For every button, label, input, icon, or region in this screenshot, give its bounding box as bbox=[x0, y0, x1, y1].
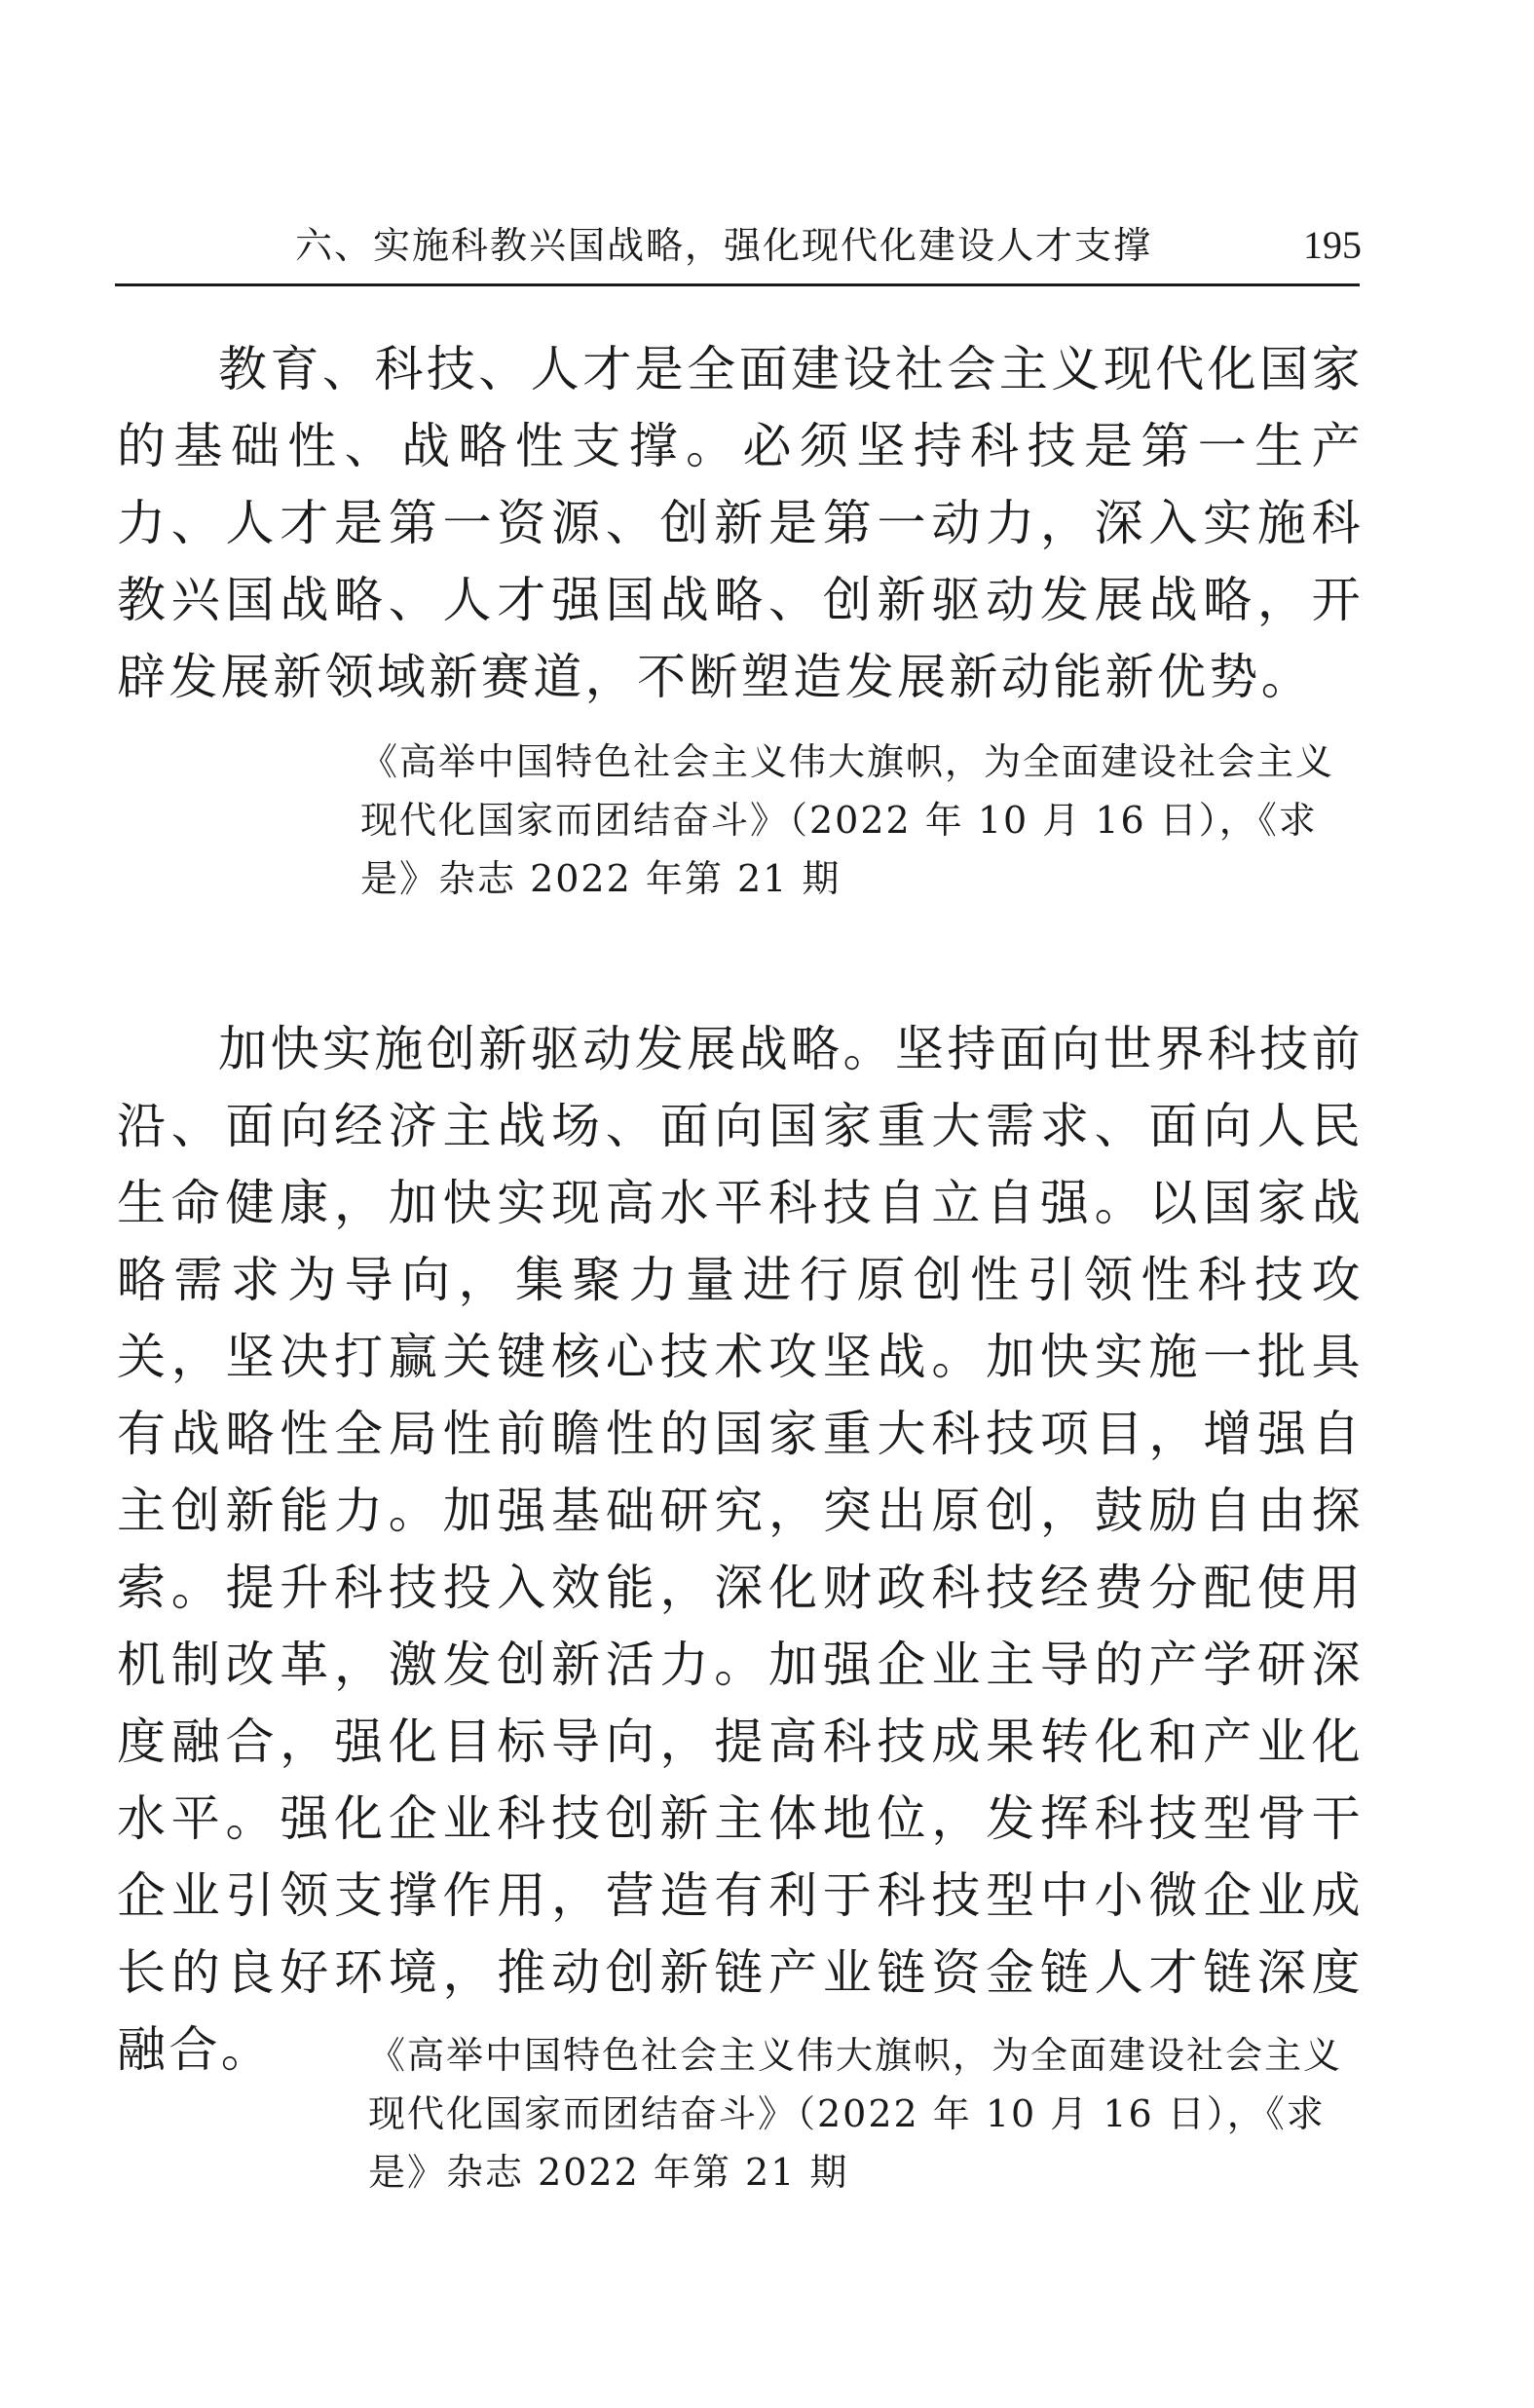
header-rule bbox=[115, 283, 1360, 286]
quote-paragraph-2: 加快实施创新驱动发展战略。坚持面向世界科技前沿、面向经济主战场、面向国家重大需求、面向人民生命健康，加快实现高水平科技自立自强。以国家战略需求为导向，集聚力量进行原创性引领性科技攻关，坚决打赢关键核心技术攻坚战。加快实施一批具有战略性全局性前瞻性的国家重大科技项目，增强自主创新能力。加强基础研究，突出原创，鼓励自由探索。提升科技投入效能，深化财政科技经费分配使用机制改革，激发创新活力。加强企业主导的产学研深度融合，强化目标导向，提高科技成果转化和产业化水平。强化企业科技创新主体地位，发挥科技型骨干企业引领支撑作用，营造有利于科技型中小微企业成长的良好环境，推动创新链产业链资金链人才链深度融合。 bbox=[117, 1021, 1364, 2078]
quote-source-1: 《高举中国特色社会主义伟大旗帜，为全面建设社会主义现代化国家而团结奋斗》（2022 年 10 月 16 日），《求是》杂志 2022 年第 21 期 bbox=[360, 740, 1335, 900]
quote-source-2: 《高举中国特色社会主义伟大旗帜，为全面建设社会主义现代化国家而团结奋斗》（2022 年 10 月 16 日），《求是》杂志 2022 年第 21 期 bbox=[368, 2034, 1343, 2194]
running-header bbox=[115, 216, 1362, 284]
chapter-title: 六、实施科教兴国战略，强化现代化建设人才支撑 bbox=[295, 224, 1153, 267]
quote-paragraph-1: 教育、科技、人才是全面建设社会主义现代化国家的基础性、战略性支撑。必须坚持科技是第一生产力、人才是第一资源、创新是第一动力，深入实施科教兴国战略、人才强国战略、创新驱动发展战略，开辟发展新领域新赛道，不断塑造发展新动能新优势。 bbox=[117, 341, 1364, 705]
page-number: 195 bbox=[1303, 223, 1362, 267]
